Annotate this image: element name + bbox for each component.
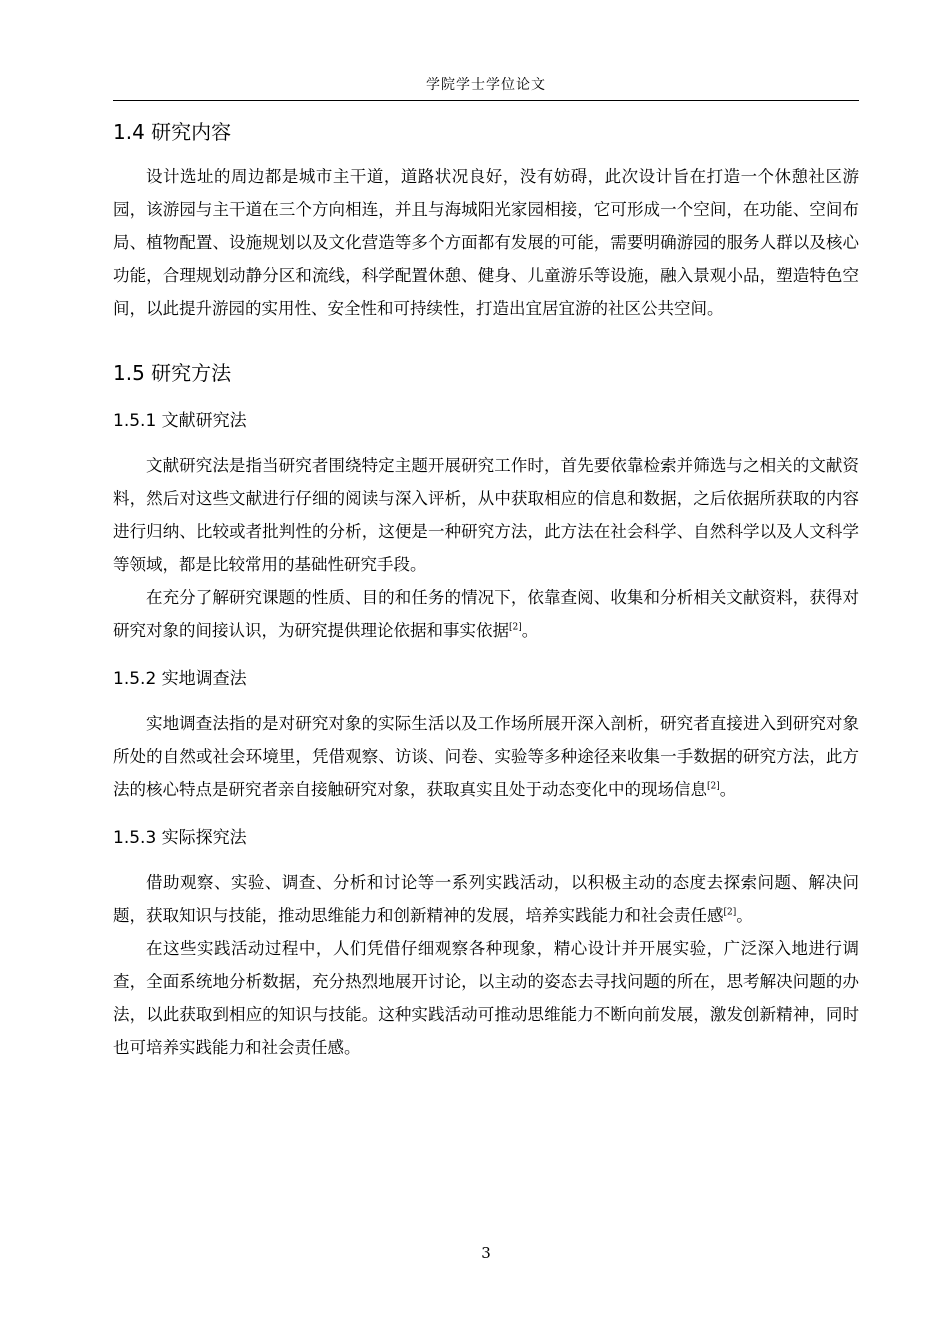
page-number: 3 — [481, 1244, 491, 1262]
paragraph-end-punctuation: 。 — [719, 780, 737, 799]
paragraph-1-5-3-a — [113, 866, 859, 932]
paragraph-1-4: 设计选址的周边都是城市主干道，道路状况良好，没有妨碍，此次设计旨在打造一个休憩社区游园，该游园与主干道在三个方向相连，并且与海城阳光家园相接，它可形成一个空间，在功能、空间布局、植物配置、设施规划以及文化营造等多个方面都有发展的可能，需要明确游园的服务人群以及核心功能，合理规划动静分区和流线，科学配置休憩、健身、儿童游乐等设施，融入景观小品，塑造特色空间，以此提升游园的实用性、安全性和可持续性，打造出宜居宜游的社区公共空间。 — [113, 167, 859, 318]
paragraph-1-5-2-a — [113, 707, 859, 806]
paragraph-1-5-1-b — [113, 581, 859, 647]
paragraph-1-5-3-b: 在这些实践活动过程中，人们凭借仔细观察各种现象，精心设计并开展实验，广泛深入地进行调查，全面系统地分析数据，充分热烈地展开讨论，以主动的姿态去寻找问题的所在，思考解决问题的办法，以此获取到相应的知识与技能。这种实践活动可推动思维能力不断向前发展，激发创新精神，同时也可培养实践能力和社会责任感。 — [113, 939, 859, 1057]
citation-marker: [2] — [707, 781, 720, 792]
section-heading-1-5: 1.5 研究方法 — [113, 361, 232, 385]
paragraph-text: 在充分了解研究课题的性质、目的和任务的情况下，依靠查阅、收集和分析相关文献资料，获得对研究对象的间接认识，为研究提供理论依据和事实依据 — [113, 588, 859, 640]
paragraph-1-5-1-a: 文献研究法是指当研究者围绕特定主题开展研究工作时，首先要依靠检索并筛选与之相关的文献资料，然后对这些文献进行仔细的阅读与深入评析，从中获取相应的信息和数据，之后依据所获取的内容进行归纳、比较或者批判性的分析，这便是一种研究方法，此方法在社会科学、自然科学以及人文科学等领域，都是比较常用的基础性研究手段。 — [113, 456, 859, 574]
running-header: 学院学士学位论文 — [426, 77, 546, 93]
paragraph-text: 实地调查法指的是对研究对象的实际生活以及工作场所展开深入剖析，研究者直接进入到研究对象所处的自然或社会环境里，凭借观察、访谈、问卷、实验等多种途径来收集一手数据的研究方法，此方法的核心特点是研究者亲自接触研究对象，获取真实且处于动态变化中的现场信息 — [113, 714, 859, 799]
header-divider — [113, 100, 859, 101]
subsection-heading-1-5-2: 1.5.2 实地调查法 — [113, 669, 247, 689]
subsection-heading-1-5-3: 1.5.3 实际探究法 — [113, 828, 247, 848]
paragraph-end-punctuation: 。 — [521, 621, 539, 640]
page-body — [113, 108, 859, 1064]
paragraph-end-punctuation: 。 — [736, 906, 753, 925]
section-heading-1-4: 1.4 研究内容 — [113, 120, 232, 144]
subsection-heading-1-5-1: 1.5.1 文献研究法 — [113, 411, 247, 431]
paragraph-text: 借助观察、实验、调查、分析和讨论等一系列实践活动，以积极主动的态度去探索问题、解决问题，获取知识与技能，推动思维能力和创新精神的发展，培养实践能力和社会责任感 — [113, 873, 859, 925]
citation-marker: [2] — [723, 907, 737, 918]
citation-marker: [2] — [509, 622, 522, 633]
